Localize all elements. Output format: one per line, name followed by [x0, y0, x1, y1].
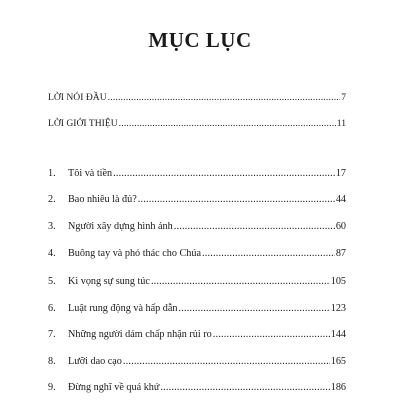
toc-entry-page: 186	[330, 382, 346, 393]
toc-entry-page: 165	[330, 356, 346, 367]
chapter-number: 8.	[48, 356, 56, 367]
toc-entry-preface	[48, 92, 346, 106]
toc-entry-chapter	[48, 329, 346, 343]
dot-leader	[108, 92, 341, 103]
dot-leader	[160, 382, 329, 393]
toc-entry-label: Bao nhiêu là đủ?	[68, 194, 137, 205]
dot-leader	[174, 221, 335, 232]
toc-entry-chapter	[48, 356, 346, 370]
toc-entry-chapter	[48, 248, 346, 262]
dot-leader	[113, 168, 335, 179]
toc-entry-chapter	[48, 168, 346, 182]
dot-leader	[151, 276, 330, 287]
toc-entry-page: 144	[330, 329, 346, 340]
chapter-number: 6.	[48, 303, 56, 314]
toc-entry-label: Người xây dựng hình ảnh	[68, 221, 173, 232]
dot-leader	[123, 356, 330, 367]
toc-entry-label: LỜI NÓI ĐẦU	[48, 92, 107, 103]
toc-entry-page: 44	[335, 194, 346, 205]
dot-leader	[213, 329, 330, 340]
chapter-number: 2.	[48, 194, 56, 205]
toc-entry-page: 105	[330, 276, 346, 287]
toc-entry-label: Kì vọng sự sung túc	[68, 276, 150, 287]
toc-entry-chapter	[48, 382, 346, 396]
dot-leader	[119, 118, 336, 129]
chapter-number: 5.	[48, 276, 56, 287]
toc-entry-label: LỜI GIỚI THIỆU	[48, 118, 118, 129]
toc-entry-label: Đừng nghĩ về quá khứ	[68, 382, 160, 393]
toc-entry-chapter	[48, 276, 346, 290]
chapter-number: 1.	[48, 168, 56, 179]
toc-entry-page: 17	[335, 168, 346, 179]
toc-entry-page: 123	[330, 303, 346, 314]
toc-entry-page: 60	[335, 221, 346, 232]
dot-leader	[202, 248, 335, 259]
dot-leader	[179, 303, 330, 314]
toc-entry-page: 7	[341, 92, 346, 103]
page-title: MỤC LỤC	[148, 28, 252, 52]
toc-entry-introduction	[48, 118, 346, 132]
dot-leader	[138, 194, 335, 205]
toc-entry-label: Luật rung động và hấp dẫn	[68, 303, 178, 314]
toc-entry-chapter	[48, 303, 346, 317]
toc-entry-label: Tôi và tiền	[68, 168, 113, 179]
chapter-number: 7.	[48, 329, 56, 340]
toc-entry-page: 11	[336, 118, 346, 129]
toc-entry-label: Lưỡi dao cạo	[68, 356, 122, 367]
toc-entry-chapter	[48, 194, 346, 208]
toc-entry-chapter	[48, 221, 346, 235]
chapter-number: 9.	[48, 382, 56, 393]
toc-entry-page: 87	[335, 248, 346, 259]
toc-entry-label: Những người dám chấp nhận rủi ro	[68, 329, 212, 340]
chapter-number: 3.	[48, 221, 56, 232]
toc-entry-label: Buông tay và phó thác cho Chúa	[68, 248, 201, 259]
chapter-number: 4.	[48, 248, 56, 259]
